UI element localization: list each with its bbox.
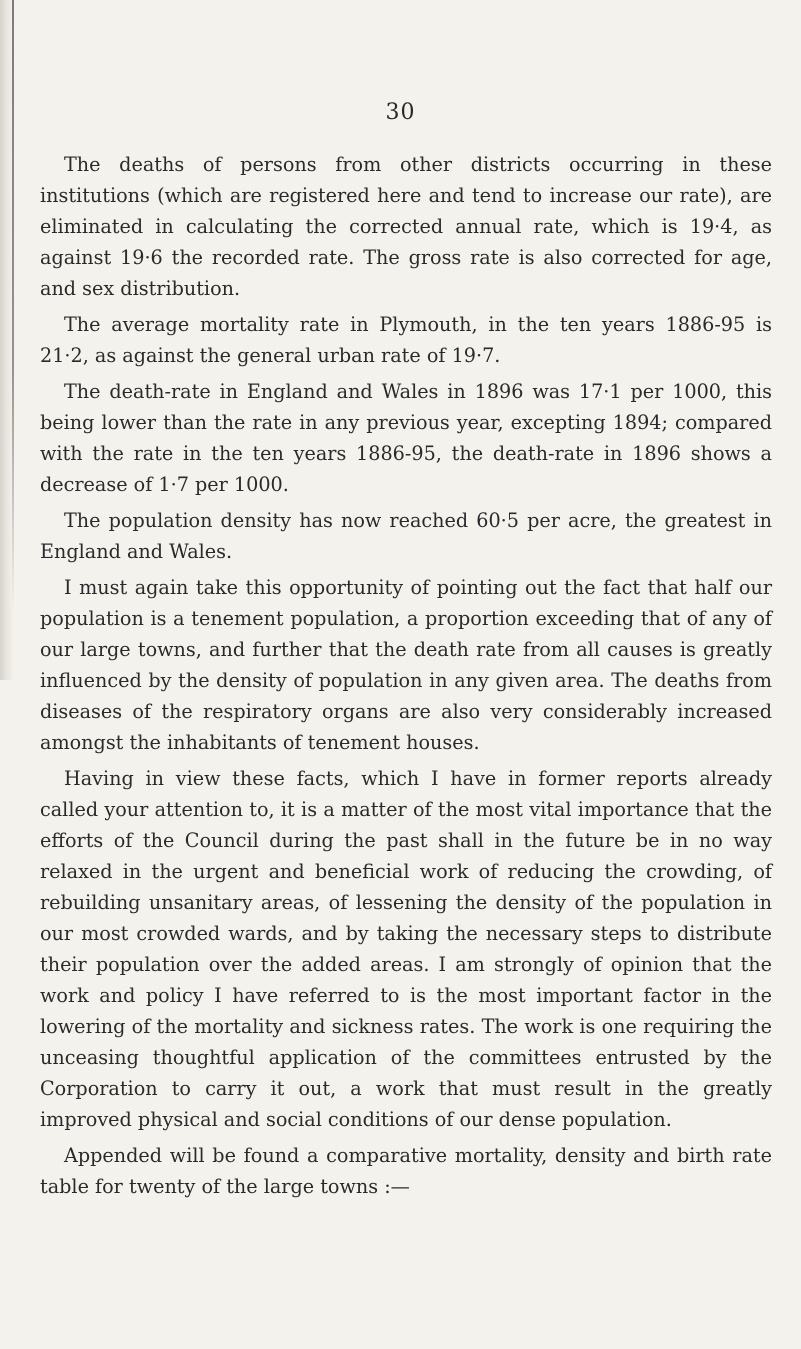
paragraph-england-wales-rate: The death-rate in England and Wales in 1896 was 17·1 per 1000, this being lower than the rate in any previous year, excepting 1894; compared with the rate in the ten years 1886-95, the death-rate in 1896 shows a decrease of 1·7 per 1000.	[40, 380, 772, 496]
paragraph-average-mortality: The average mortality rate in Plymouth, in the ten years 1886-95 is 21·2, as against the general urban rate of 19·7.	[40, 313, 772, 367]
paragraph-corrected-rate: The deaths of persons from other districts occurring in these institutions (which are registered here and tend to increase our rate), are eliminated in calculating the corrected annual rate, which is 19·4, as against 19·6 the recorded rate. The gross rate is also corrected for age, and sex distribution.	[40, 153, 772, 300]
paragraph-appended-table: Appended will be found a comparative mortality, density and birth rate table for twenty of the large towns :—	[40, 1144, 772, 1198]
report-body	[40, 149, 772, 1202]
paragraph-tenement-population: I must again take this opportunity of pointing out the fact that half our population is a tenement population, a proportion exceeding that of any of our large towns, and further that the death rate from all causes is greatly influenced by the density of population in any given area. The deaths from diseases of the respiratory organs are also very considerably increased amongst the inhabitants of tenement houses.	[40, 576, 772, 754]
page-number: 30	[385, 100, 416, 125]
paragraph-population-density: The population density has now reached 60·5 per acre, the greatest in England and Wales.	[40, 509, 772, 563]
paragraph-council-efforts: Having in view these facts, which I have in former reports already called your attention to, it is a matter of the most vital importance that the efforts of the Council during the past shall in the future be in no way relaxed in the urgent and beneficial work of reducing the crowding, of rebuilding unsanitary areas, of lessening the density of the population in our most crowded wards, and by taking the necessary steps to distribute their population over the added areas. I am strongly of opinion that the work and policy I have referred to is the most important factor in the lowering of the mortality and sickness rates. The work is one requiring the unceasing thoughtful application of the committees entrusted by the Corporation to carry it out, a work that must result in the greatly improved physical and social conditions of our dense population.	[40, 767, 772, 1131]
binding-shadow-line	[12, 0, 14, 610]
